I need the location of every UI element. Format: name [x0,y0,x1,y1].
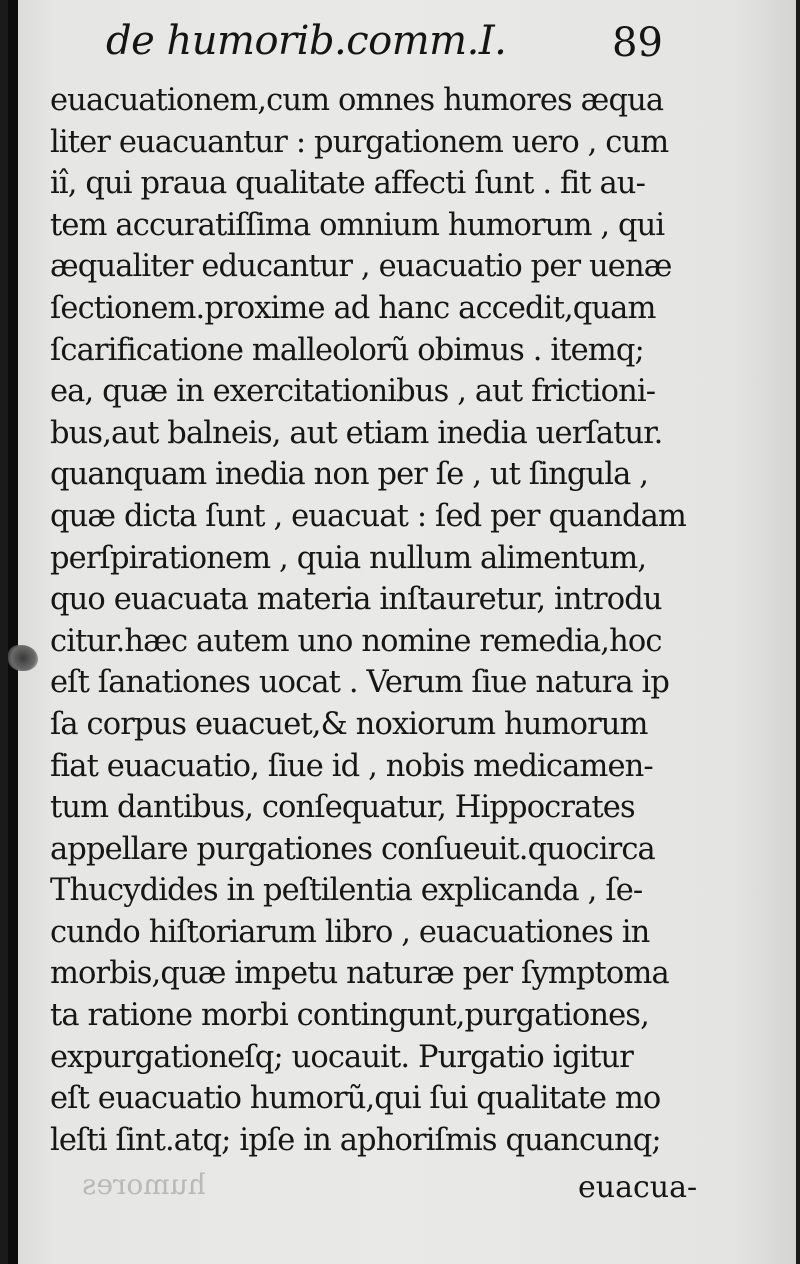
text-line: ſcarificatione malleolorũ obimus . itemq; [50,331,644,368]
text-line: ſa corpus euacuet,& noxiorum humorum [50,705,648,742]
page-number: 89 [612,20,663,66]
text-line: liter euacuantur : purgationem uero , cum [50,123,669,160]
ink-stain [8,645,38,671]
text-line: eſt euacuatio humorũ,qui ſui qualitate mo [50,1080,661,1117]
book-page [8,0,796,1264]
text-line: citur.hæc autem uno nomine remedia,hoc [50,622,662,659]
text-line: quæ dicta ſunt , euacuat : ſed per quandam [50,497,686,534]
text-line: leſti ſint.atq; ipſe in aphoriſmis quancunq; [50,1121,661,1158]
text-line: quo euacuata materia inſtauretur, introdu [50,581,662,618]
text-line: ta ratione morbi contingunt,purgationes, [50,997,649,1034]
text-line: expurgationeſq; uocauit. Purgatio igitur [50,1038,633,1075]
text-line: æqualiter educantur , euacuatio per uenæ [50,248,672,285]
text-line: ea, quæ in exercitationibus , aut frictioni- [50,373,656,410]
page-gutter-shadow [8,0,18,1264]
text-line: appellare purgationes conſueuit.quocirca [50,830,655,867]
text-line: Thucydides in peſtilentia explicanda , ſe- [50,872,643,909]
text-line: cundo hiſtoriarum libro , euacuationes in [50,913,650,950]
text-line: ſectionem.proxime ad hanc accedit,quam [50,289,656,326]
text-line: iî, qui praua qualitate affecti ſunt . fit au- [50,165,645,202]
text-line: euacuationem,cum omnes humores æqua [50,82,664,118]
show-through-text: humores [82,1168,206,1201]
text-line: fiat euacuatio, ſiue id , nobis medicamen- [50,747,653,784]
text-line: perſpirationem , quia nullum alimentum, [50,539,647,576]
text-line: quanquam inedia non per ſe , ut ſingula , [50,456,649,493]
text-line: bus,aut balneis, aut etiam inedia uerſatur. [50,414,663,451]
body-text [50,80,700,1161]
text-line: eſt ſanationes uocat . Verum ſiue natura ip [50,664,670,701]
running-head: de humorib.comm.I. [106,18,507,64]
text-line: morbis,quæ impetu naturæ per ſymptoma [50,955,669,992]
text-line: tem accuratiſſima omnium humorum , qui [50,206,665,243]
text-line: tum dantibus, conſequatur, Hippocrates [50,789,635,826]
catchword: euacua- [578,1170,698,1205]
